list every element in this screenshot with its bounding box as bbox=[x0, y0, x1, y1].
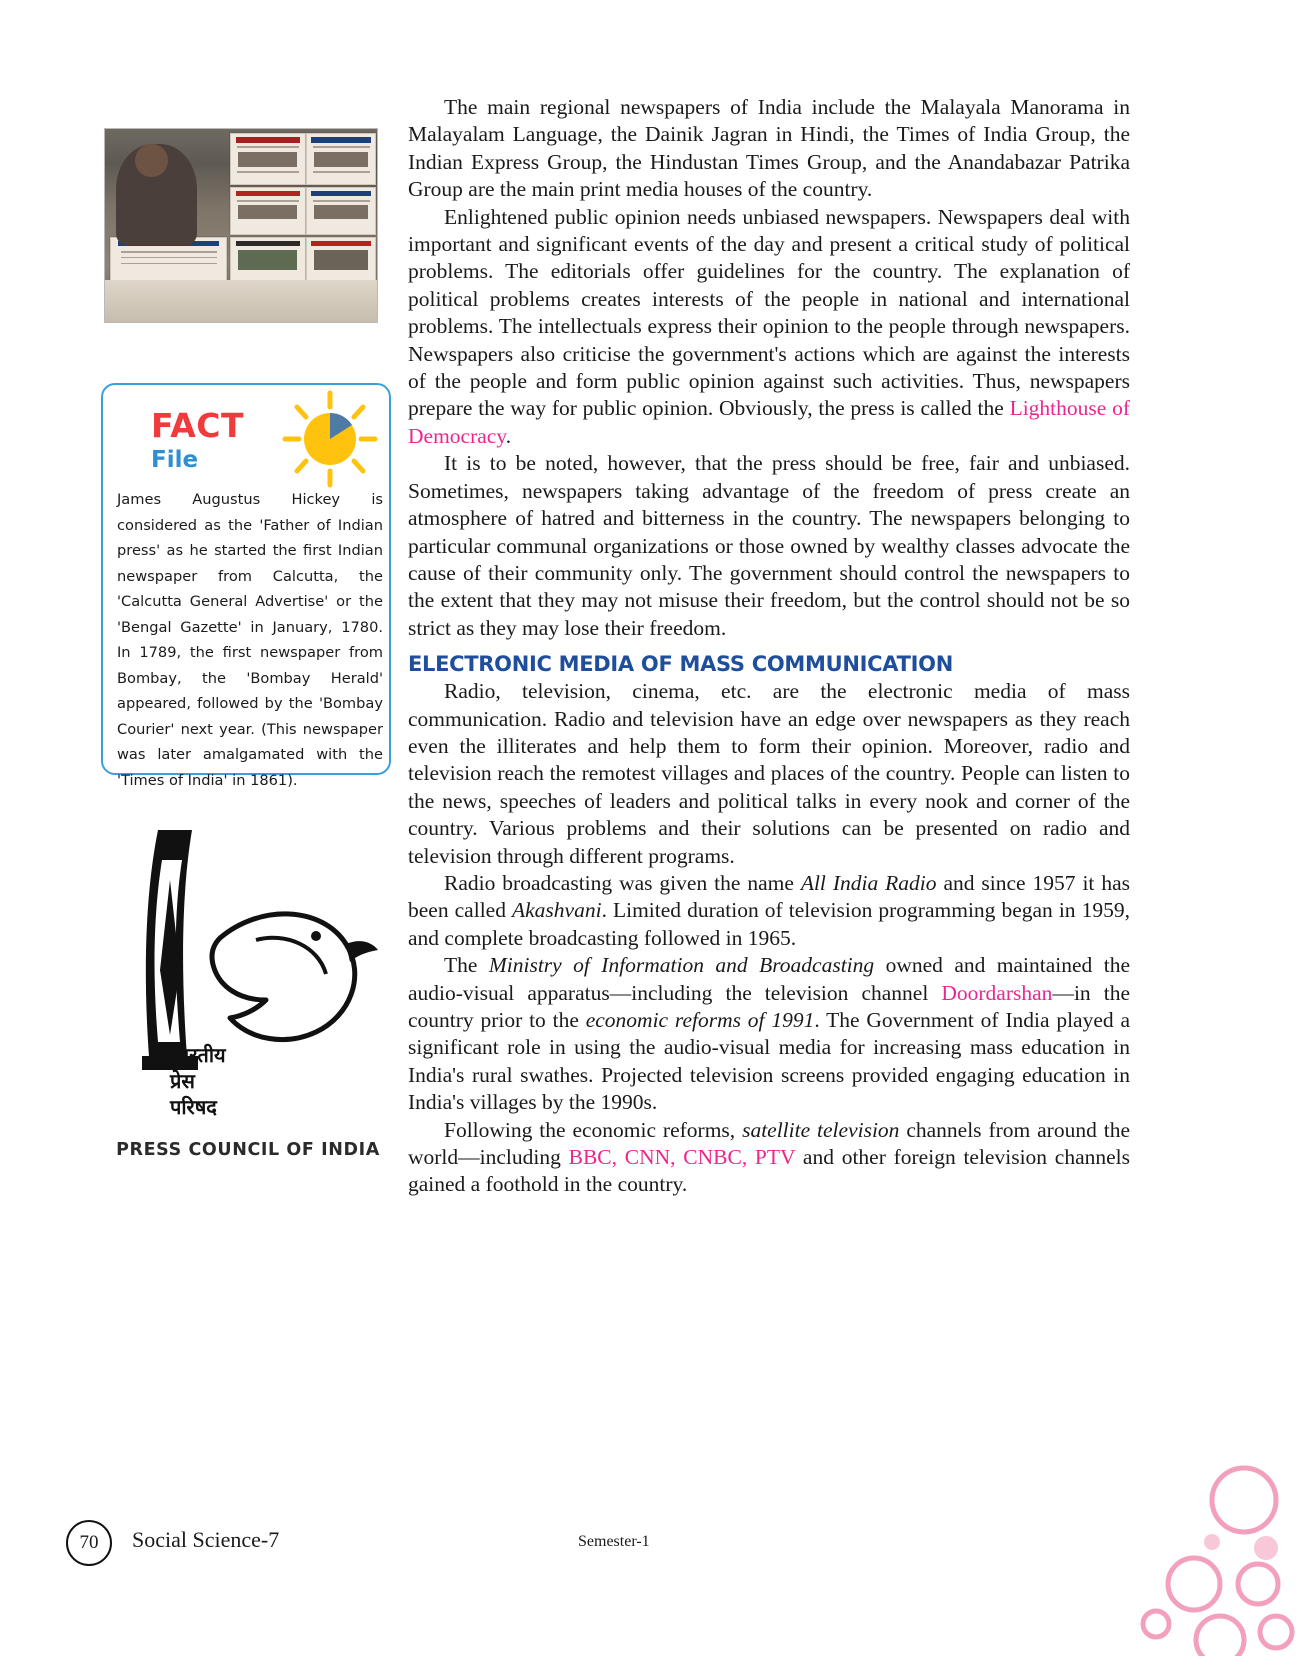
paragraph-6 bbox=[408, 952, 1130, 1116]
newspaper-vendor-photo bbox=[104, 128, 378, 323]
press-council-hindi-line1: भारतीय bbox=[170, 1043, 226, 1067]
economic-reforms-emphasis: economic reforms of 1991 bbox=[585, 1008, 815, 1032]
lighthouse-of-democracy-highlight: Lighthouse of Democracy bbox=[408, 396, 1130, 448]
doordarshan-highlight: Doordarshan bbox=[941, 980, 1053, 1005]
photo-newspaper bbox=[230, 187, 305, 235]
photo-newspaper bbox=[230, 237, 305, 285]
press-council-emblem-icon bbox=[110, 820, 386, 1120]
decorative-bubbles bbox=[1116, 1456, 1296, 1656]
page-number: 70 bbox=[66, 1520, 112, 1566]
paragraph-7 bbox=[408, 1117, 1130, 1199]
paragraph-7-text-c: and other foreign television channels gained a foothold in the country. bbox=[408, 1145, 1130, 1197]
paragraph-6-text-c: —in the country prior to the bbox=[408, 980, 1130, 1032]
paragraph-7-text-a: Following the economic reforms, bbox=[444, 1117, 743, 1142]
satellite-television-emphasis: satellite television bbox=[742, 1117, 900, 1142]
paragraph-5-text-a: Radio broadcasting was given the name bbox=[444, 870, 801, 895]
photo-paper-stack bbox=[105, 280, 377, 322]
paragraph-4: Radio, television, cinema, etc. are the electronic media of mass communication. Radio and television have an edge over newspapers as they reach even the illiterates and help them to form their opinion. Moreover, radio and television reach the remotest villages and places of the country. People can listen to the news, speeches of leaders and political talks in every nook and corner of the country. Various problems and their solutions can be presented on radio and television through different programs. bbox=[408, 679, 1130, 868]
paragraph-2-text-a: Enlightened public opinion needs unbiased newspapers. Newspapers deal with important and significant events of the day and present a critical study of political problems. The editorials offer guidelines for the country. The explanation of political problems creates interests of the people in national and international problems. The intellectuals express their opinion to the people through newspapers. Newspapers also criticise the government's actions which are against the interests of the people and form public opinion against such activities. Thus, newspapers prepare the way for public opinion. Obviously, the press is called the bbox=[408, 204, 1130, 421]
press-council-hindi-text bbox=[170, 1042, 226, 1120]
paragraph-5-text-c: . Limited duration of television programming began in 1959, and complete broadcasting followed in 1965. bbox=[408, 898, 1130, 950]
paragraph-2-text-b: . bbox=[505, 423, 512, 448]
article-body bbox=[408, 94, 1130, 1199]
fact-file-box bbox=[101, 383, 391, 789]
paragraph-6-text-d: . The Government of India played a significant role in using the audio-visual media for increasing mass education in India's rural swathes. Projected television screens provided engaging education in India's villages by the 1990s. bbox=[408, 1008, 1130, 1115]
paragraph-5-text-b: and since 1957 it has been called bbox=[408, 870, 1130, 923]
section-heading-electronic-media: ELECTRONIC MEDIA OF MASS COMMUNICATION bbox=[408, 652, 953, 677]
paragraph-2 bbox=[408, 204, 1130, 451]
paragraph-7-text-b: channels from around the world—including bbox=[408, 1117, 1131, 1170]
footer-semester: Semester-1 bbox=[578, 1533, 650, 1550]
sun-icon bbox=[275, 389, 385, 489]
paragraph-6-text-b: owned and maintained the audio-visual apparatus—including the television channel bbox=[408, 953, 1130, 1005]
fact-file-subtitle: File bbox=[151, 447, 199, 473]
photo-newspaper bbox=[230, 133, 305, 185]
fact-file-text: James Augustus Hickey is considered as the 'Father of Indian press' as he started the first Indian newspaper from Calcutta, the 'Calcutta General Advertise' or the 'Bengal Gazette' in January, 1780. In 1789, the first newspaper from Bombay, the 'Bombay Herald' appeared, followed by the 'Bombay Courier' next year. (This newspaper was later amalgamated with the 'Times of India' in 1861). bbox=[117, 491, 383, 789]
photo-vendor-head bbox=[135, 144, 168, 177]
all-india-radio-emphasis: All India Radio bbox=[800, 870, 937, 895]
photo-newspaper bbox=[306, 237, 376, 285]
fact-file-title: FACT bbox=[151, 406, 245, 445]
press-council-caption: PRESS COUNCIL OF INDIA bbox=[116, 1140, 380, 1160]
akashvani-emphasis: Akashvani bbox=[512, 898, 602, 923]
ministry-emphasis: Ministry of Information and Broadcasting bbox=[488, 953, 875, 978]
page-number-ribbon bbox=[72, 1558, 102, 1634]
press-council-of-india-logo bbox=[110, 820, 386, 1160]
page-footer bbox=[0, 1520, 1296, 1580]
paragraph-3: It is to be noted, however, that the press should be free, fair and unbiased. Sometimes, newspapers taking advantage of the freedom of press create an atmosphere of hatred and bitterness in the country. The newspapers belonging to particular communal organizations or those owned by wealthy classes advocate the cause of their community only. The government should control the newspapers to the extent that they may not misuse their freedom, but the control should not be so strict as they may lose their freedom. bbox=[408, 451, 1130, 640]
press-council-hindi-line3: परिषद bbox=[170, 1095, 217, 1119]
paragraph-5 bbox=[408, 870, 1130, 952]
paragraph-6-text-a: The bbox=[444, 953, 489, 978]
photo-newspaper bbox=[306, 187, 376, 235]
press-council-hindi-line2: प्रेस bbox=[170, 1069, 195, 1093]
footer-book-title: Social Science-7 bbox=[132, 1527, 280, 1552]
channels-highlight: BBC, CNN, CNBC, PTV bbox=[568, 1145, 796, 1170]
paragraph-1: The main regional newspapers of India include the Malayala Manorama in Malayalam Language, the Dainik Jagran in Hindi, the Times of India Group, the Indian Express Group, the Hindustan Times Group, and the Anandabazar Patrika Group are the main print media houses of the country. bbox=[408, 95, 1130, 202]
photo-newspaper bbox=[306, 133, 376, 185]
